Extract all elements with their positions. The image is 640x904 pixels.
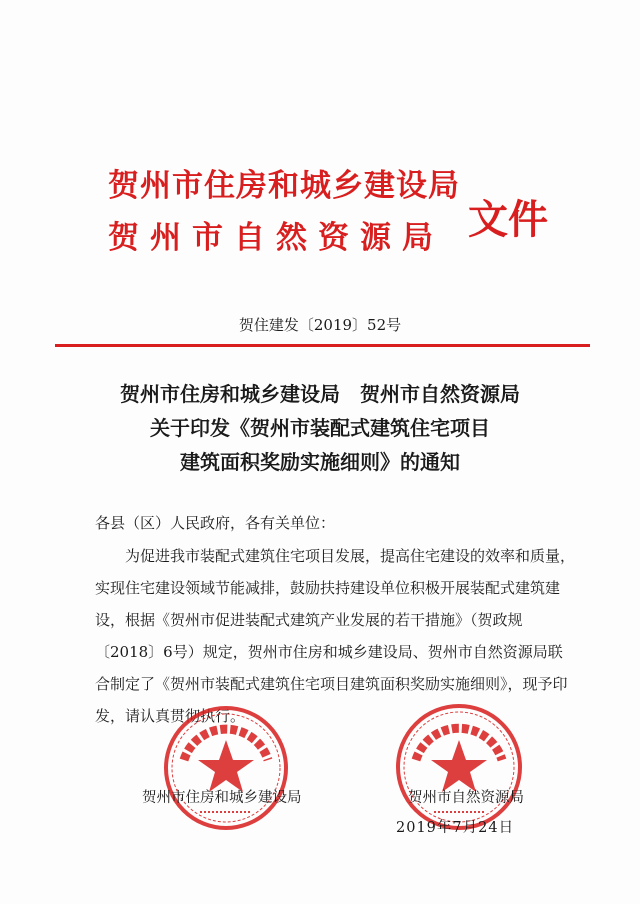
- document-number: 贺住建发〔2019〕52号: [238, 316, 402, 334]
- signature-natural-resources-bureau: 贺州市自然资源局: [408, 790, 524, 806]
- housing-bureau-seal-icon: [162, 704, 290, 832]
- title-line-1: 贺州市住房和城乡建设局 贺州市自然资源局: [120, 382, 520, 406]
- header-agency-2: 贺州市自然资源局: [108, 220, 444, 256]
- red-divider-line: [55, 344, 590, 347]
- title-line-3: 建筑面积奖励实施细则》的通知: [180, 450, 460, 474]
- natural-resources-bureau-seal-icon: [394, 702, 524, 832]
- body-paragraph: 为促进我市装配式建筑住宅项目发展，提高住宅建设的效率和质量，实现住宅建设领域节能减排，鼓励扶持建设单位积极开展装配式建筑建设，根据《贺州市促进装配式建筑产业发展的若干措施》（贺政规〔2018〕6号）规定，贺州市住房和城乡建设局、贺州市自然资源局联合制定了《贺州市装配式建筑住宅项目建筑面积奖励实施细则》，现予印发，请认真贯彻执行。: [95, 547, 576, 725]
- salutation: 各县（区）人民政府，各有关单位：: [95, 514, 336, 532]
- document-type-label: 文件: [468, 197, 548, 243]
- signature-housing-bureau: 贺州市住房和城乡建设局: [142, 790, 302, 806]
- header-agency-1: 贺州市住房和城乡建设局: [108, 168, 460, 204]
- title-line-2: 关于印发《贺州市装配式建筑住宅项目: [150, 416, 490, 440]
- issue-date: 2019年7月24日: [396, 820, 515, 836]
